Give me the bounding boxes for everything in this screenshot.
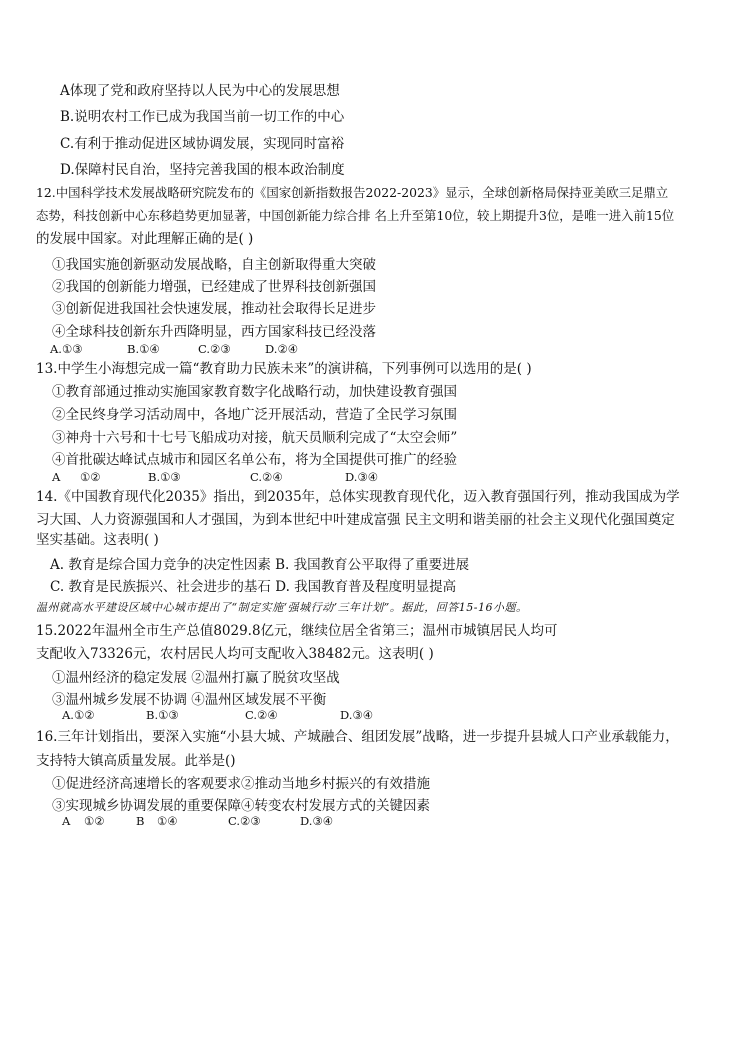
q16-answer-b-letter: B — [136, 814, 145, 828]
q13-answer-b: B.①③ — [148, 470, 181, 484]
q16-answer-c: C.②③ — [228, 814, 261, 828]
q12-answer-b: B.①④ — [127, 342, 160, 356]
q12-item-3: ③创新促进我国社会快速发展，推动社会取得长足进步 — [52, 301, 376, 317]
q13-item-3: ③神舟十六号和十七号飞船成功对接，航天员顺利完成了“太空会师” — [52, 430, 458, 446]
q11-option-b: B.说明农村工作已成为我国当前一切工作的中心 — [60, 109, 345, 125]
q15-answer-b: B.①③ — [146, 708, 179, 722]
q16-answer-b: ①④ — [157, 814, 178, 828]
q15-items-12: ①温州经济的稳定发展 ②温州打赢了脱贫攻坚战 — [52, 670, 340, 686]
q16-items-34: ③实现城乡协调发展的重要保障④转变农村发展方式的关键因素 — [52, 798, 430, 814]
q12-item-2: ②我国的创新能力增强，已经建成了世界科技创新强国 — [52, 279, 376, 295]
q15-answer-row — [0, 706, 747, 724]
q12-answer-d: D.②④ — [265, 342, 299, 356]
q12-answer-c: C.②③ — [198, 342, 231, 356]
q13-item-2: ②全民终身学习活动周中，各地广泛开展活动，营造了全民学习氛围 — [52, 407, 457, 423]
q13-stem: 13.中学生小海想完成一篇“教育助力民族未来”的演讲稿，下列事例可以选用的是( ) — [36, 361, 532, 377]
q15-items-34: ③温州城乡发展不协调 ④温州区域发展不平衡 — [52, 692, 327, 708]
q13-item-1: ①教育部通过推动实施国家教育数字化战略行动，加快建设教育强国 — [52, 384, 457, 400]
q14-stem-line-3: 坚实基础。这表明( ) — [36, 532, 159, 548]
q13-answer-c: C.②④ — [250, 470, 283, 484]
context-note: 温州就高水平建设区域中心城市提出了“制定实施‘强城行动’三年计划”。据此，回答15-16小题。 — [36, 601, 528, 614]
q15-answer-d: D.③④ — [340, 708, 374, 722]
q15-stem-line-1: 15.2022年温州全市生产总值8029.8亿元，继续位居全省第三；温州市城镇居民人均可 — [36, 623, 558, 639]
q13-answer-row — [0, 468, 747, 486]
q12-stem-line-2: 态势，科技创新中心东移趋势更加显著，中国创新能力综合排 名上升至第10位，较上期提升3位，是唯一进入前15位 — [36, 208, 675, 223]
q14-stem-line-2: 习大国、人力资源强国和人才强国，为到本世纪中叶建成富强 民主文明和谐美丽的社会主义现代化强国奠定 — [36, 512, 675, 528]
q14-choices-cd: C. 教育是民族振兴、社会进步的基石 D. 我国教育普及程度明显提高 — [50, 579, 457, 595]
q16-stem-line-1: 16.三年计划指出，要深入实施“小县大城、产城融合、组团发展”战略，进一步提升县城人口产业承载能力， — [36, 729, 679, 745]
q16-answer-d: D.③④ — [300, 814, 334, 828]
q11-option-a: A体现了党和政府坚持以人民为中心的发展思想 — [60, 83, 340, 99]
q15-answer-a: A.①② — [62, 708, 95, 722]
q12-answer-row — [0, 340, 747, 358]
q14-choices-ab: A. 教育是综合国力竞争的决定性因素 B. 我国教育公平取得了重要进展 — [50, 557, 470, 573]
q12-item-4: ④全球科技创新东升西降明显，西方国家科技已经没落 — [52, 324, 376, 340]
q13-answer-d: D.③④ — [345, 470, 379, 484]
q13-answer-a: ①② — [80, 470, 101, 484]
q15-answer-c: C.②④ — [245, 708, 278, 722]
q16-answer-row — [0, 812, 747, 830]
q16-items-12: ①促进经济高速增长的客观要求②推动当地乡村振兴的有效措施 — [52, 776, 430, 792]
q14-stem-line-1: 14.《中国教育现代化2035》指出，到2035年，总体实现教育现代化，迈入教育强国行列，推动我国成为学 — [36, 489, 680, 505]
q12-item-1: ①我国实施创新驱动发展战略，自主创新取得重大突破 — [52, 257, 376, 273]
q12-stem-line-1: 12.中国科学技术发展战略研究院发布的《国家创新指数报告2022-2023》显示，全球创新格局保持亚美欧三足鼎立 — [36, 185, 669, 200]
q12-stem-line-3: 的发展中国家。对此理解正确的是( ) — [36, 231, 254, 247]
q16-stem-line-2: 支持特大镇高质量发展。此举是() — [36, 753, 236, 769]
q13-item-4: ④首批碳达峰试点城市和园区名单公布，将为全国提供可推广的经验 — [52, 452, 457, 468]
q13-answer-a-letter: A — [52, 470, 61, 484]
q11-option-c: C.有利于推动促进区域协调发展，实现同时富裕 — [60, 136, 345, 152]
q11-option-d: D.保障村民自治，坚持完善我国的根本政治制度 — [60, 162, 345, 178]
q16-answer-a-letter: A — [62, 814, 71, 828]
q12-answer-a: A.①③ — [50, 342, 83, 356]
q15-stem-line-2: 支配收入73326元，农村居民人均可支配收入38482元。这表明( ) — [36, 646, 434, 662]
q16-answer-a: ①② — [84, 814, 105, 828]
